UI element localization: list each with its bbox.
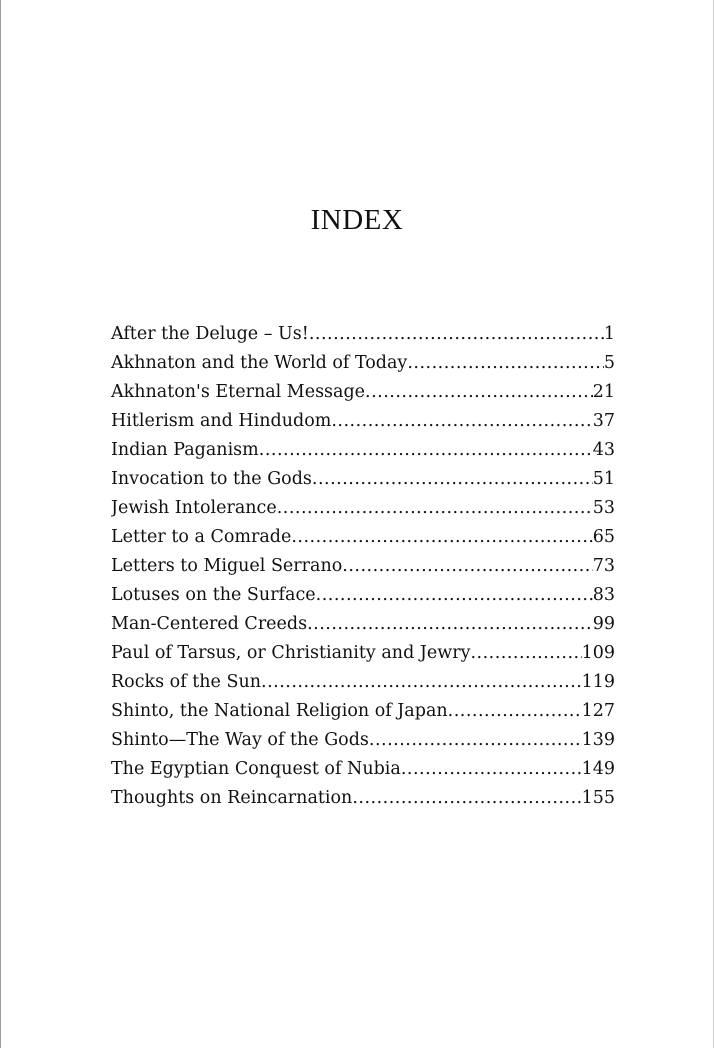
index-entry-page: 99 xyxy=(592,614,615,634)
index-entry xyxy=(111,610,615,639)
dot-leader xyxy=(365,378,593,407)
index-entry-title: Lotuses on the Surface xyxy=(111,585,316,605)
index-entry-title: Akhnaton and the World of Today xyxy=(111,353,408,373)
dot-leader xyxy=(259,436,593,465)
index-entry-title: Hitlerism and Hindudom xyxy=(111,411,332,431)
index-entry-page: 43 xyxy=(592,440,615,460)
dot-leader xyxy=(470,639,581,668)
index-entry-title: Invocation to the Gods xyxy=(111,469,312,489)
index-entry-title: Thoughts on Reincarnation xyxy=(111,788,353,808)
index-entry-page: 65 xyxy=(592,527,615,547)
page-title: INDEX xyxy=(310,204,404,236)
index-entry-title: Jewish Intolerance xyxy=(111,498,277,518)
index-entry-title: Paul of Tarsus, or Christianity and Jewry xyxy=(111,643,471,663)
index-entry xyxy=(111,726,615,755)
index-entry-title: Man-Centered Creeds xyxy=(111,614,308,634)
index-entry xyxy=(111,755,615,784)
index-entry-page: 139 xyxy=(581,730,615,750)
index-entry xyxy=(111,697,615,726)
index-entry-page: 21 xyxy=(592,382,615,402)
index-entry-page: 83 xyxy=(592,585,615,605)
dot-leader xyxy=(331,407,592,436)
index-entry-page: 37 xyxy=(592,411,615,431)
index-entry xyxy=(111,436,615,465)
index-entry xyxy=(111,784,615,813)
index-entry xyxy=(111,407,615,436)
dot-leader xyxy=(352,784,581,813)
dot-leader xyxy=(401,755,582,784)
dot-leader xyxy=(277,494,593,523)
dot-leader xyxy=(448,697,582,726)
index-entry xyxy=(111,494,615,523)
index-entry xyxy=(111,378,615,407)
index-entry xyxy=(111,465,615,494)
index-entry-page: 155 xyxy=(581,788,615,808)
page-edge-left xyxy=(0,0,1,1048)
index-entry xyxy=(111,349,615,378)
index-entry xyxy=(111,523,615,552)
index-entry-page: 149 xyxy=(581,759,615,779)
index-entry-title: Indian Paganism xyxy=(111,440,259,460)
dot-leader xyxy=(309,320,604,349)
index-entry xyxy=(111,581,615,610)
index-entry xyxy=(111,320,615,349)
index-entry xyxy=(111,668,615,697)
index-entry-title: Shinto—The Way of the Gods xyxy=(111,730,369,750)
dot-leader xyxy=(312,465,593,494)
index-entry-title: The Egyptian Conquest of Nubia xyxy=(111,759,401,779)
dot-leader xyxy=(316,581,593,610)
index-entry xyxy=(111,639,615,668)
index-entry-page: 109 xyxy=(581,643,615,663)
dot-leader xyxy=(261,668,582,697)
dot-leader xyxy=(342,552,592,581)
index-entry-title: Akhnaton's Eternal Message xyxy=(111,382,366,402)
index-entry-page: 119 xyxy=(581,672,615,692)
index-entry xyxy=(111,552,615,581)
index-entry-page: 5 xyxy=(603,353,615,373)
index-list xyxy=(111,320,615,813)
index-entry-title: Letter to a Comrade xyxy=(111,527,292,547)
index-entry-title: Letters to Miguel Serrano xyxy=(111,556,343,576)
dot-leader xyxy=(369,726,582,755)
index-entry-page: 1 xyxy=(603,324,615,344)
index-entry-page: 127 xyxy=(581,701,615,721)
index-entry-page: 51 xyxy=(592,469,615,489)
dot-leader xyxy=(307,610,593,639)
index-entry-page: 73 xyxy=(592,556,615,576)
dot-leader xyxy=(407,349,604,378)
index-entry-title: After the Deluge – Us! xyxy=(111,324,309,344)
index-entry-title: Rocks of the Sun xyxy=(111,672,261,692)
index-entry-page: 53 xyxy=(592,498,615,518)
index-entry-title: Shinto, the National Religion of Japan xyxy=(111,701,448,721)
dot-leader xyxy=(291,523,592,552)
